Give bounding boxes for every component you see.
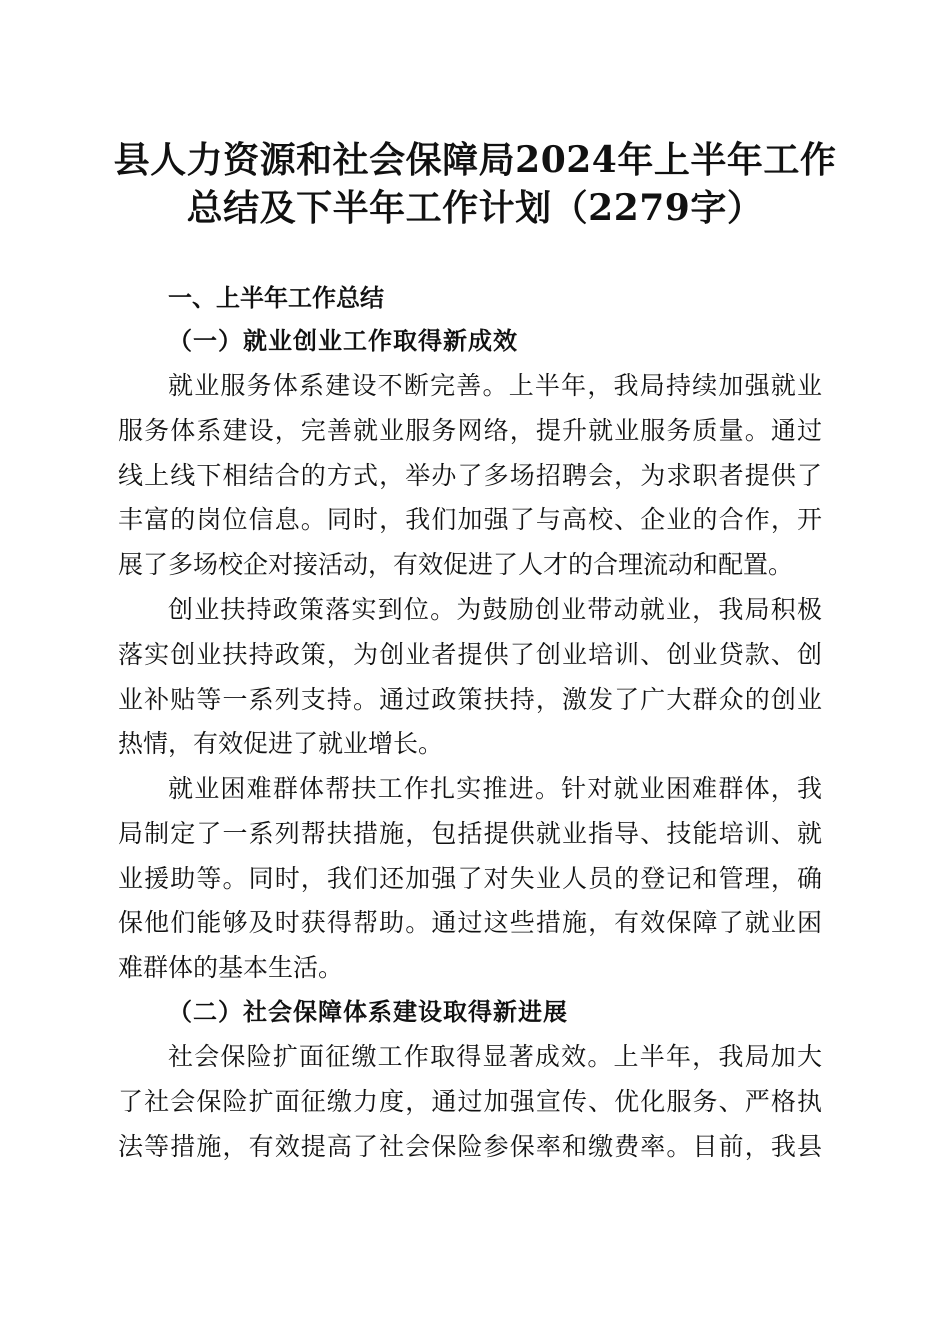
paragraph-employment-service: [118, 364, 822, 588]
subsection-heading-employment: （一）就业创业工作取得新成效: [168, 326, 518, 355]
paragraph-line: 业补贴等一系列支持。通过政策扶持，激发了广大群众的创业: [118, 684, 822, 714]
paragraph-line: 丰富的岗位信息。同时，我们加强了与高校、企业的合作，开: [118, 505, 822, 535]
paragraph-line: 法等措施，有效提高了社会保险参保率和缴费率。目前，我县: [118, 1131, 822, 1161]
paragraph-line: 业援助等。同时，我们还加强了对失业人员的登记和管理，确: [118, 863, 822, 893]
paragraph-line: 保他们能够及时获得帮助。通过这些措施，有效保障了就业困: [118, 908, 822, 938]
paragraph-line: 社会保险扩面征缴工作取得显著成效。上半年，我局加大: [168, 1042, 822, 1071]
paragraph-line: 就业服务体系建设不断完善。上半年，我局持续加强就业: [168, 371, 822, 400]
paragraph-entrepreneurship-support: [118, 588, 822, 767]
paragraph-line: 展了多场校企对接活动，有效促进了人才的合理流动和配置。: [118, 550, 794, 580]
paragraph-line: 创业扶持政策落实到位。为鼓励创业带动就业，我局积极: [168, 595, 822, 624]
paragraph-line: 热情，有效促进了就业增长。: [118, 729, 444, 759]
paragraph-difficulty-groups: [118, 767, 822, 991]
paragraph-line: 局制定了一系列帮扶措施，包括提供就业指导、技能培训、就: [118, 818, 822, 848]
paragraph-line: 服务体系建设，完善就业服务网络，提升就业服务质量。通过: [118, 415, 822, 445]
document-title-line-2: 总结及下半年工作计划（2279字）: [186, 187, 764, 229]
paragraph-social-insurance: [118, 1035, 822, 1169]
document-title-line-1: 县人力资源和社会保障局2024年上半年工作: [113, 139, 837, 181]
section-heading-summary: 一、上半年工作总结: [168, 284, 384, 312]
paragraph-line: 了社会保险扩面征缴力度，通过加强宣传、优化服务、严格执: [118, 1086, 822, 1116]
paragraph-line: 落实创业扶持政策，为创业者提供了创业培训、创业贷款、创: [118, 639, 822, 669]
subsection-heading-social-security: （二）社会保障体系建设取得新进展: [168, 997, 568, 1026]
paragraph-line: 线上线下相结合的方式，举办了多场招聘会，为求职者提供了: [118, 460, 822, 490]
paragraph-line: 难群体的基本生活。: [118, 953, 344, 983]
paragraph-line: 就业困难群体帮扶工作扎实推进。针对就业困难群体，我: [168, 774, 822, 803]
